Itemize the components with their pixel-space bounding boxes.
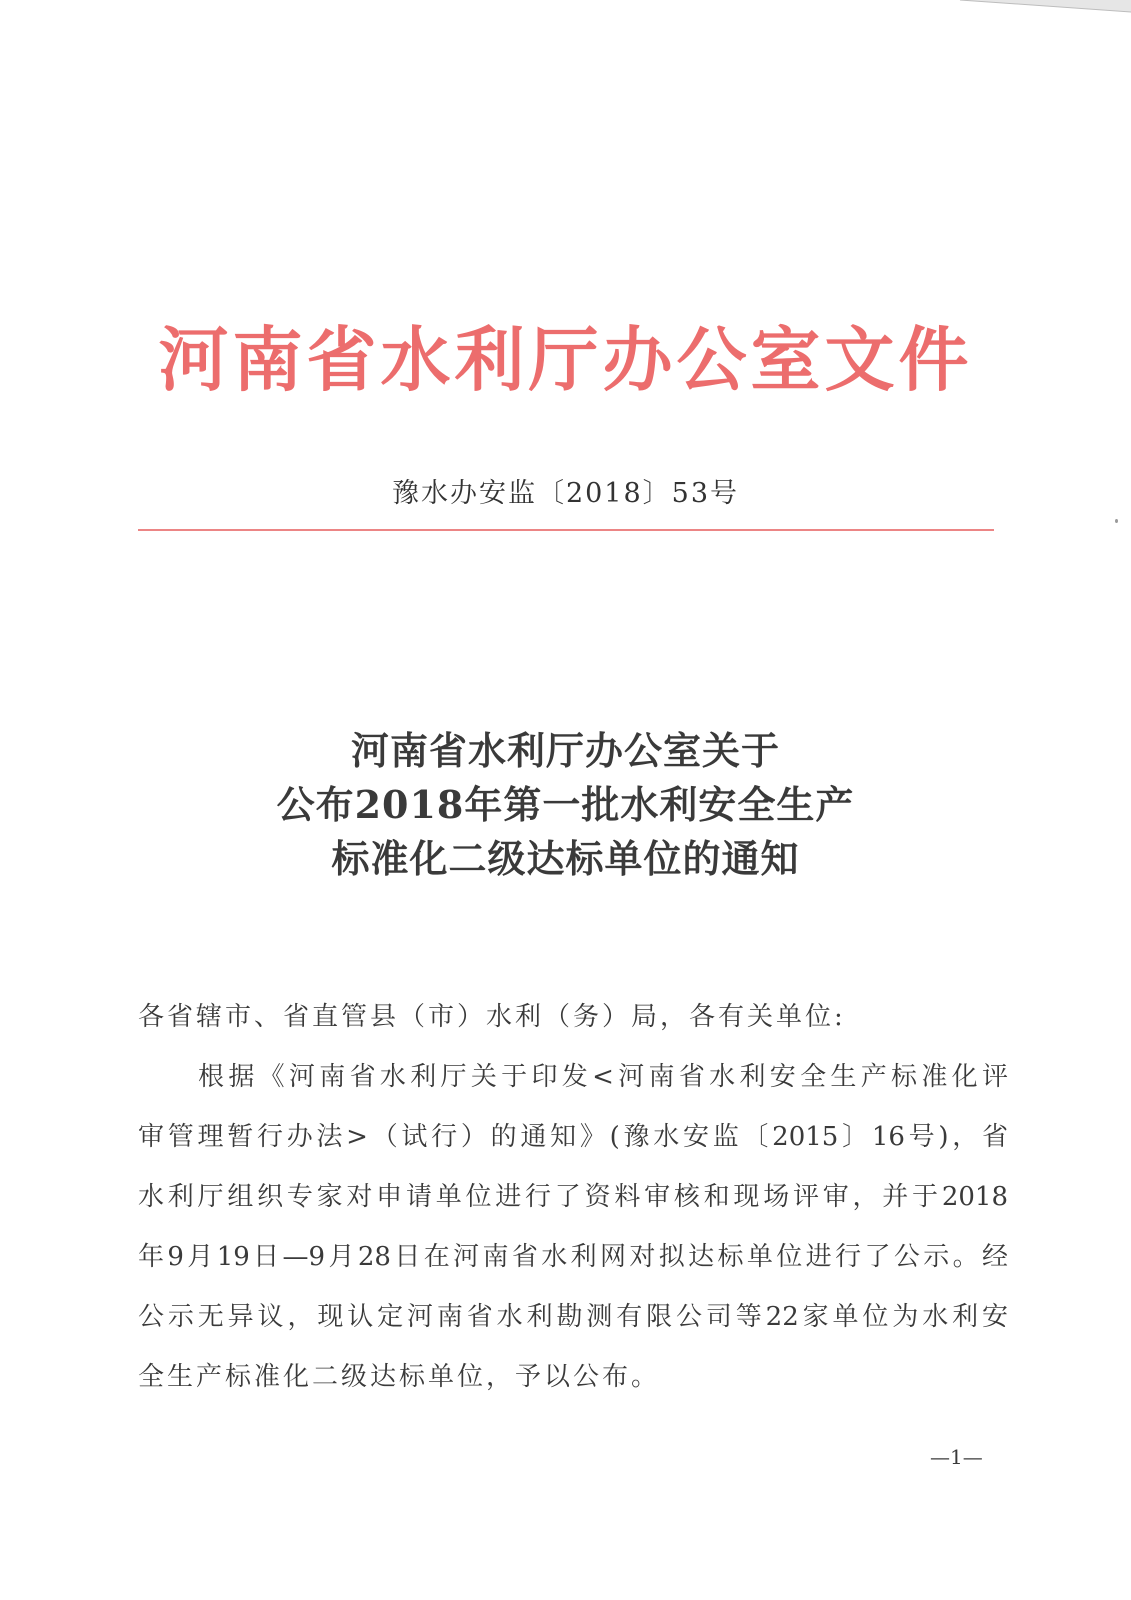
document-number: 豫水办安监〔2018〕53号 bbox=[391, 478, 740, 509]
title-line: 公布2018年第一批水利安全生产 bbox=[276, 782, 855, 827]
body-line: 年9月19日—9月28日在河南省水利网对拟达标单位进行了公示。经 bbox=[138, 1242, 1008, 1272]
body-line: 根据《河南省水利厅关于印发<河南省水利安全生产标准化评 bbox=[198, 1062, 1008, 1092]
title-line: 标准化二级达标单位的通知 bbox=[331, 836, 800, 881]
body-line: 全生产标准化二级达标单位，予以公布。 bbox=[138, 1362, 661, 1392]
page-number: —1— bbox=[930, 1445, 983, 1469]
body-line: 水利厅组织专家对申请单位进行了资料审核和现场评审，并于2018 bbox=[138, 1182, 1008, 1212]
header-divider bbox=[138, 529, 994, 531]
document-header: 河南省水利厅办公室文件 bbox=[158, 318, 973, 401]
scan-speck bbox=[1115, 519, 1118, 523]
body-line: 审管理暂行办法>（试行）的通知》(豫水安监〔2015〕16号)，省 bbox=[138, 1122, 1008, 1152]
scan-edge-shadow bbox=[0, 0, 1131, 14]
salutation: 各省辖市、省直管县（市）水利（务）局，各有关单位: bbox=[138, 1002, 846, 1032]
title-line: 河南省水利厅办公室关于 bbox=[350, 728, 780, 773]
body-line: 公示无异议，现认定河南省水利勘测有限公司等22家单位为水利安 bbox=[138, 1302, 1008, 1332]
document-title bbox=[0, 724, 1131, 886]
